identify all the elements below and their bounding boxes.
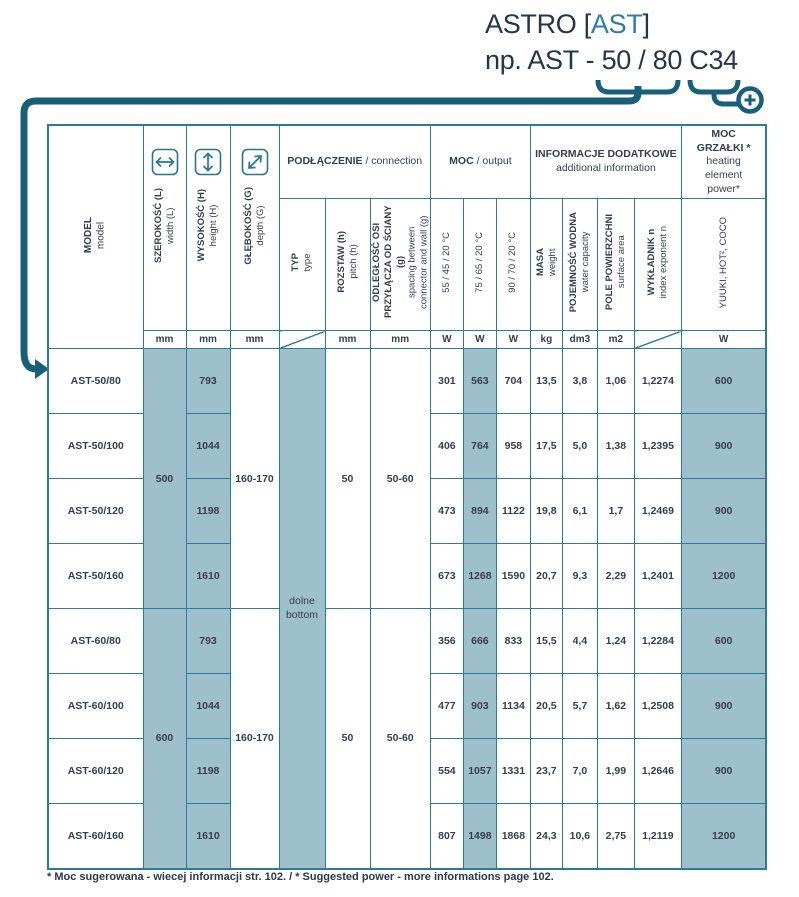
heater-power-group-header xyxy=(681,125,766,199)
width-header xyxy=(143,125,186,331)
height-unit: mm xyxy=(186,331,230,349)
heater-power-cell: 900 xyxy=(681,479,766,544)
output55-cell: 554 xyxy=(430,739,463,804)
heater-power-cell: 1200 xyxy=(681,544,766,609)
output90-cell: 704 xyxy=(496,349,530,414)
exponent-unit-slash xyxy=(634,331,681,349)
depth-header xyxy=(230,125,279,331)
output-group-header xyxy=(430,125,530,199)
width-arrow-icon xyxy=(151,148,179,181)
depth-cell: 160-170 xyxy=(230,349,279,609)
additional-info-group-header xyxy=(530,125,681,199)
heater-power-cell: 1200 xyxy=(681,804,766,869)
model-cell: AST-50/80 xyxy=(48,349,143,414)
depth-label-pl: GŁĘBOKOŚĆ (G) xyxy=(242,186,254,265)
pitch-label-pl: ROZSTAW (h) xyxy=(335,231,347,293)
heater-power-cell: 900 xyxy=(681,414,766,479)
product-name: ASTRO [ xyxy=(485,9,591,39)
mass-unit: kg xyxy=(530,331,562,349)
type-unit-slash xyxy=(279,331,325,349)
height-cell: 1198 xyxy=(186,739,230,804)
capacity-label-pl: POJEMNOŚĆ WODNA xyxy=(568,212,580,313)
spacing-cell: 50-60 xyxy=(370,349,430,609)
model-cell: AST-50/100 xyxy=(48,414,143,479)
product-title xyxy=(485,6,738,78)
area-label-pl: POLE POWIERZCHNI xyxy=(604,214,616,311)
model-label-en: model xyxy=(95,220,107,249)
exponent-cell: 1,2508 xyxy=(634,674,681,739)
heater-unit: W xyxy=(681,331,766,349)
output-label-en: / output xyxy=(476,155,512,168)
output55-header xyxy=(430,199,463,331)
exponent-label-pl: WYKŁADNIK n xyxy=(646,228,658,296)
mass-cell: 20,7 xyxy=(530,544,562,609)
height-label-en: height (H) xyxy=(208,204,219,247)
height-cell: 1610 xyxy=(186,804,230,869)
heater-power-cell: 600 xyxy=(681,349,766,414)
connection-label-pl: PODŁĄCZENIE xyxy=(287,155,363,168)
depth-label-en: depth (G) xyxy=(254,205,266,246)
depth-unit: mm xyxy=(230,331,279,349)
output75-header xyxy=(463,199,496,331)
heater-models-header xyxy=(681,199,766,331)
output75-cell: 903 xyxy=(463,674,496,739)
area-cell: 1,7 xyxy=(597,479,634,544)
width-label-en: width (L) xyxy=(164,207,176,244)
height-label-pl: WYSOKOŚĆ (H) xyxy=(196,189,208,262)
output75-cell: 1498 xyxy=(463,804,496,869)
model-cell: AST-60/100 xyxy=(48,674,143,739)
depth-arrow-icon xyxy=(241,148,269,181)
type-label-en: type xyxy=(302,253,313,272)
exponent-cell: 1,2395 xyxy=(634,414,681,479)
output90-cell: 1868 xyxy=(496,804,530,869)
capacity-cell: 5,0 xyxy=(562,414,597,479)
spacing-label-en: spacing between connector and wall (g) xyxy=(406,215,429,309)
mass-cell: 19,8 xyxy=(530,479,562,544)
heater-power-cell: 900 xyxy=(681,674,766,739)
height-arrow-icon xyxy=(194,148,222,181)
example-prefix: np. AST - xyxy=(485,45,602,75)
exponent-cell: 1,2646 xyxy=(634,739,681,804)
exponent-header xyxy=(634,199,681,331)
capacity-cell: 6,1 xyxy=(562,479,597,544)
footnote: * Moc sugerowana - wiecej informacji str. 102. / * Suggested power - more informations page 102. xyxy=(47,871,554,883)
mass-cell: 17,5 xyxy=(530,414,562,479)
output75-cell: 1268 xyxy=(463,544,496,609)
output75-cell: 894 xyxy=(463,479,496,544)
type-cell xyxy=(279,349,325,869)
mass-cell: 13,5 xyxy=(530,349,562,414)
output90-cell: 1331 xyxy=(496,739,530,804)
mass-cell: 20,5 xyxy=(530,674,562,739)
mass-label-en: weight xyxy=(546,248,558,276)
model-cell: AST-50/120 xyxy=(48,479,143,544)
capacity-cell: 7,0 xyxy=(562,739,597,804)
output55-cell: 301 xyxy=(430,349,463,414)
example-size: 50 / 80 xyxy=(601,45,683,75)
type-value-pl: dolne xyxy=(289,595,315,608)
product-name-line xyxy=(485,6,738,42)
area-label-en: surface area xyxy=(615,235,627,289)
width-unit: mm xyxy=(143,331,186,349)
output75-cell: 563 xyxy=(463,349,496,414)
additional-label-pl: INFORMACJE DODATKOWE xyxy=(535,148,677,161)
code-bracket xyxy=(690,80,738,92)
output55-cell: 673 xyxy=(430,544,463,609)
table-row xyxy=(48,349,766,414)
heater-models-label: YUUKI, HOT², COCO xyxy=(717,216,729,308)
header-row-groups xyxy=(48,125,766,199)
mass-label-pl: MASA xyxy=(534,248,546,277)
width-label-pl: SZEROKOŚĆ (L) xyxy=(152,188,164,264)
heater-power-cell: 600 xyxy=(681,609,766,674)
area-unit: m2 xyxy=(597,331,634,349)
height-cell: 1610 xyxy=(186,544,230,609)
capacity-label-en: water capacity xyxy=(579,231,591,293)
height-cell: 1044 xyxy=(186,674,230,739)
output55-unit: W xyxy=(430,331,463,349)
area-cell: 1,06 xyxy=(597,349,634,414)
output90-cell: 958 xyxy=(496,414,530,479)
spacing-label-pl: ODLEGŁOŚĆ OSI PRZYŁĄCZA OD ŚCIANY (g) xyxy=(370,205,406,319)
capacity-cell: 4,4 xyxy=(562,609,597,674)
capacity-cell: 5,7 xyxy=(562,674,597,739)
output55-cell: 473 xyxy=(430,479,463,544)
output90-label: 90 / 70 / 20 °C xyxy=(507,231,519,293)
example-code: C34 xyxy=(682,45,738,75)
area-header xyxy=(597,199,634,331)
product-name-close: ] xyxy=(642,9,650,39)
area-cell: 2,75 xyxy=(597,804,634,869)
capacity-cell: 9,3 xyxy=(562,544,597,609)
connection-group-header xyxy=(279,125,430,199)
model-header xyxy=(48,125,143,349)
output55-cell: 356 xyxy=(430,609,463,674)
heater-label-en: heating element power* xyxy=(704,155,743,195)
capacity-cell: 3,8 xyxy=(562,349,597,414)
exponent-cell: 1,2119 xyxy=(634,804,681,869)
exponent-cell: 1,2469 xyxy=(634,479,681,544)
height-cell: 793 xyxy=(186,609,230,674)
output90-unit: W xyxy=(496,331,530,349)
mass-header xyxy=(530,199,562,331)
area-cell: 1,24 xyxy=(597,609,634,674)
output75-cell: 1057 xyxy=(463,739,496,804)
output90-cell: 833 xyxy=(496,609,530,674)
mass-cell: 15,5 xyxy=(530,609,562,674)
exponent-label-en: index exponent n xyxy=(657,226,669,299)
product-example-line xyxy=(485,42,738,78)
mass-cell: 23,7 xyxy=(530,739,562,804)
model-label-pl: MODEL xyxy=(83,216,95,253)
area-cell: 2,29 xyxy=(597,544,634,609)
type-value-en: bottom xyxy=(285,609,319,622)
area-cell: 1,62 xyxy=(597,674,634,739)
model-cell: AST-60/80 xyxy=(48,609,143,674)
heater-power-cell: 900 xyxy=(681,739,766,804)
spacing-cell: 50-60 xyxy=(370,609,430,869)
type-header xyxy=(279,199,325,331)
height-cell: 1044 xyxy=(186,414,230,479)
capacity-cell: 10,6 xyxy=(562,804,597,869)
model-cell: AST-50/160 xyxy=(48,544,143,609)
capacity-unit: dm3 xyxy=(562,331,597,349)
area-cell: 1,38 xyxy=(597,414,634,479)
additional-label-en: additional information xyxy=(555,162,656,175)
output55-cell: 406 xyxy=(430,414,463,479)
pitch-unit: mm xyxy=(325,331,370,349)
mass-cell: 24,3 xyxy=(530,804,562,869)
output55-cell: 807 xyxy=(430,804,463,869)
output90-cell: 1134 xyxy=(496,674,530,739)
output55-label: 55 / 45 / 20 °C xyxy=(440,231,452,293)
height-header xyxy=(186,125,230,331)
width-cell: 600 xyxy=(143,609,186,869)
heater-label-pl: MOC GRZAŁKI * xyxy=(696,128,751,154)
output75-cell: 764 xyxy=(463,414,496,479)
output75-cell: 666 xyxy=(463,609,496,674)
capacity-header xyxy=(562,199,597,331)
height-cell: 793 xyxy=(186,349,230,414)
output90-cell: 1122 xyxy=(496,479,530,544)
model-cell: AST-60/120 xyxy=(48,739,143,804)
depth-cell: 160-170 xyxy=(230,609,279,869)
type-label-pl: TYP xyxy=(290,252,302,272)
pitch-header xyxy=(325,199,370,331)
width-cell: 500 xyxy=(143,349,186,609)
output75-unit: W xyxy=(463,331,496,349)
output55-cell: 477 xyxy=(430,674,463,739)
pitch-cell: 50 xyxy=(325,349,370,609)
table-row xyxy=(48,609,766,674)
height-cell: 1198 xyxy=(186,479,230,544)
output90-header xyxy=(496,199,530,331)
spec-table xyxy=(47,124,767,870)
units-row xyxy=(48,331,766,349)
output-label-pl: MOC xyxy=(449,155,474,168)
exponent-cell: 1,2274 xyxy=(634,349,681,414)
model-cell: AST-60/160 xyxy=(48,804,143,869)
pitch-label-en: pitch (h) xyxy=(347,245,359,280)
connection-label-en: / connection xyxy=(365,155,423,168)
exponent-cell: 1,2401 xyxy=(634,544,681,609)
spacing-unit: mm xyxy=(370,331,430,349)
output75-label: 75 / 65 / 20 °C xyxy=(473,231,485,293)
pitch-cell: 50 xyxy=(325,609,370,869)
output90-cell: 1590 xyxy=(496,544,530,609)
exponent-cell: 1,2284 xyxy=(634,609,681,674)
product-code: AST xyxy=(590,9,643,39)
spacing-header xyxy=(370,199,430,331)
area-cell: 1,99 xyxy=(597,739,634,804)
